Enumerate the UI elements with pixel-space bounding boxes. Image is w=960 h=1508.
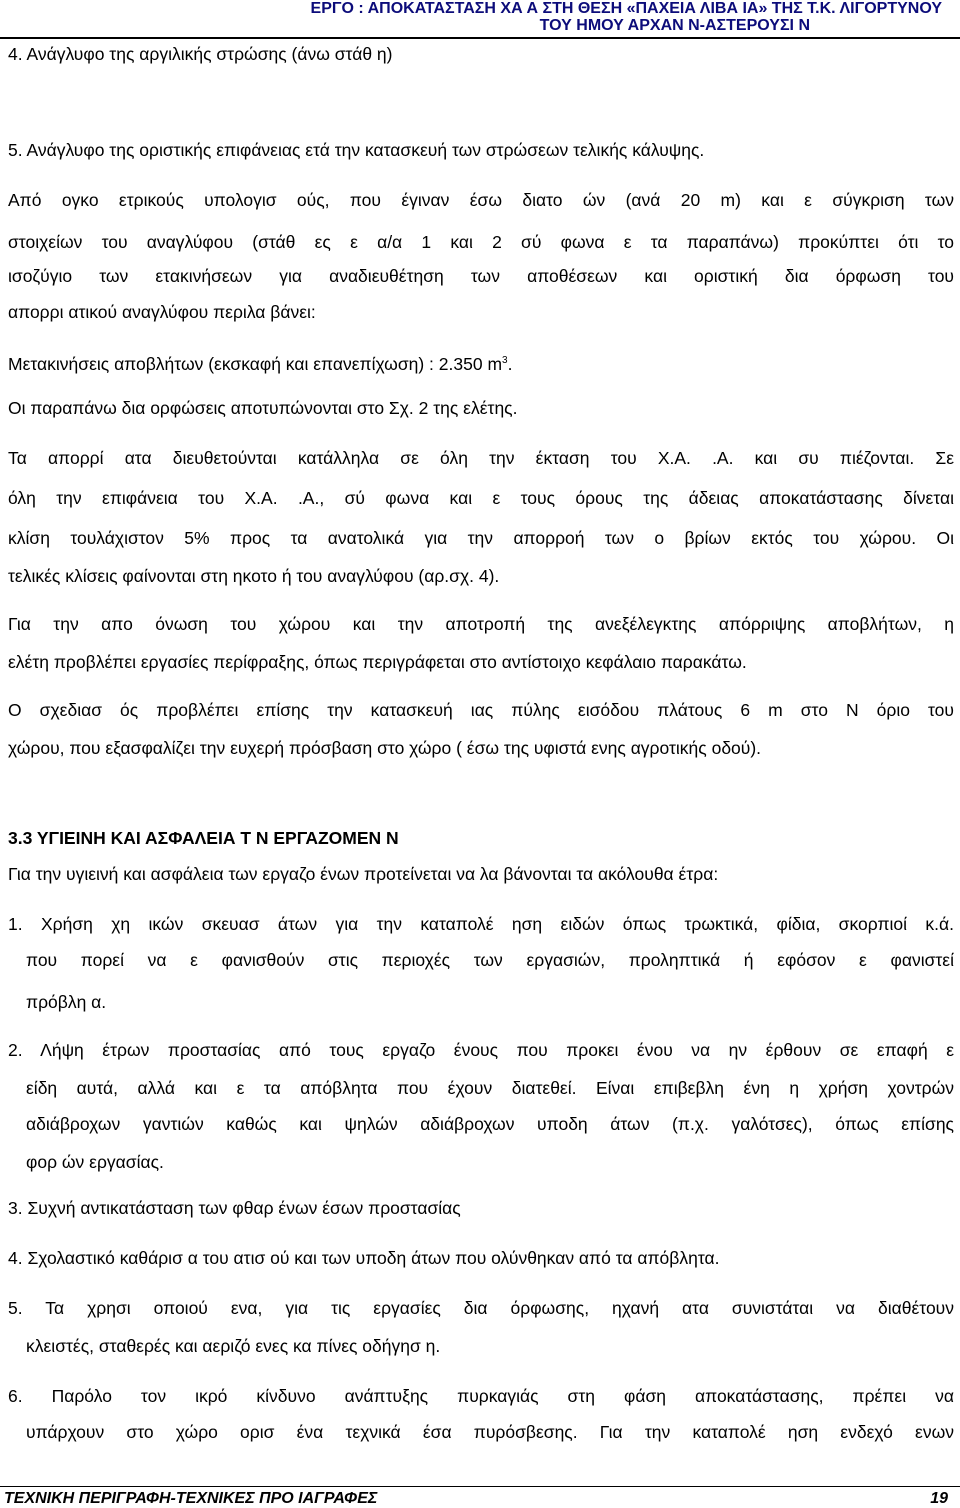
list-item-line: κλειστές, σταθερές και αεριζό ενες κα πίνες οδήγησ η. [26,1336,441,1356]
paragraph-line: Ο σχεδιασ ός προβλέπει επίσης την κατασκευή ιας πύλης εισόδου πλάτους 6 m στο Ν όριο του [8,700,954,720]
list-item-line: υπάρχουν στο χώρο ορισ ένα τεχνικά έσα πυρόσβεσης. Για την καταπολέ ηση ενδεχό ενων [26,1422,954,1442]
header-project-title: ΕΡΓΟ : ΑΠΟΚΑΤΑΣΤΑΣΗ ΧΑ Α ΣΤΗ ΘΕΣΗ «ΠΑΧΕΙΑ ΛΙΒΑ ΙΑ» ΤΗΣ Τ.Κ. ΛΙΓΟΡΤΥΝΟΥ [310,0,942,17]
list-item-line: πρόβλη α. [26,992,107,1012]
footer-rule [0,1486,960,1487]
paragraph-line: στοιχείων του αναγλύφου (στάθ ες ε α/α 1 και 2 σύ φωνα ε τα παραπάνω) προκύπτει ότι το [8,232,954,252]
list-item-line: 3. Συχνή αντικατάσταση των φθαρ ένων έσων προστασίας [8,1198,461,1218]
paragraph-line: τελικές κλίσεις φαίνονται στη ηκοτο ή του αναγλύφου (αρ.σχ. 4). [8,566,500,586]
document-footer [0,1490,960,1508]
header-rule [0,37,960,39]
paragraph-line: όλη την επιφάνεια του Χ.Α. .Α., σύ φωνα και ε τους όρους της άδειας αποκατάστασης δίνεται [8,488,954,508]
list-item-line: 2. Λήψη έτρων προστασίας από τους εργαζο ένους που προκει ένου να ην έρθουν σε επαφή ε [8,1040,954,1060]
movements-line [8,354,954,375]
list-item-line: είδη αυτά, αλλά και ε τα απόβλητα που έχουν διατεθεί. Είναι επιβεβλη ένη η χρήση χοντρών [26,1078,954,1098]
list-item-line: αδιάβροχων γαντιών καθώς και ψηλών αδιάβροχων υποδη άτων (π.χ. γαλότσες), όπως επίσης [26,1114,954,1134]
movements-sup: 3 [502,355,508,367]
paragraph-line: ελέτη προβλέπει εργασίες περίφραξης, όπως περιγράφεται στο αντίστοιχο κεφάλαιο παρακάτω. [8,652,747,672]
page-number: 19 [930,1490,948,1507]
paragraph-line: απορρι ατικού αναγλύφου περιλα βάνει: [8,302,316,322]
list-item-line: 6. Παρόλο τον ικρό κίνδυνο ανάπτυξης πυρκαγιάς στη φάση αποκατάστασης, πρέπει να [8,1386,954,1406]
header-municipality: ΤΟΥ ΗΜΟΥ ΑΡΧΑΝ Ν-ΑΣΤΕΡΟΥΣΙ Ν [539,17,810,34]
paragraph-line: ισοζύγιο των ετακινήσεων για αναδιευθέτηση των αποθέσεων και οριστική δια όρφωση του [8,266,954,286]
section-heading: 3.3 ΥΓΙΕΙΝΗ ΚΑΙ ΑΣΦΑΛΕΙΑ Τ Ν ΕΡΓΑΖΟΜΕΝ Ν [8,828,399,848]
document-header [0,0,960,34]
list-item-5: 5. Ανάγλυφο της οριστικής επιφάνειας ετά την κατασκευή των στρώσεων τελικής κάλυψης. [8,140,705,160]
section-intro: Για την υγιεινή και ασφάλεια των εργαζο ένων προτείνεται να λα βάνονται τα ακόλουθα έτρα: [8,864,719,884]
paragraph-line: Τα απορρί ατα διευθετούνται κατάλληλα σε όλη την έκταση του Χ.Α. .Α. και συ πιέζονται. Σε [8,448,954,468]
list-item-line: 1. Χρήση χη ικών σκευασ άτων για την καταπολέ ηση ειδών όπως τρωκτικά, φίδια, σκορπιοί κ.ά. [8,914,954,934]
list-item-line: φορ ών εργασίας. [26,1152,164,1172]
movements-text: Μετακινήσεις αποβλήτων (εκσκαφή και επανεπίχωση) : 2.350 m [8,354,503,374]
list-item-line: που πορεί να ε φανισθούν στις περιοχές των εργασιών, προληπτικά ή εφόσον ε φανιστεί [26,950,954,970]
list-item-line: 4. Σχολαστικό καθάρισ α του ατισ ού και των υποδη άτων που ολύνθηκαν από τα απόβλητα. [8,1248,720,1268]
paragraph-line: Από ογκο ετρικούς υπολογισ ούς, που έγιναν έσω διατο ών (ανά 20 m) και ε σύγκριση των [8,190,954,210]
list-item-4: 4. Ανάγλυφο της αργιλικής στρώσης (άνω στάθ η) [8,44,393,64]
paragraph-line: χώρου, που εξασφαλίζει την ευχερή πρόσβαση στο χώρο ( έσω της υφιστά ενης αγροτικής οδού). [8,738,762,758]
paragraph-line: Για την απο όνωση του χώρου και την αποτροπή της ανεξέλεγκτης απόρριψης αποβλήτων, η [8,614,954,634]
paragraph-line: κλίση τουλάχιστον 5% προς τα ανατολικά για την απορροή των ο βρίων εκτός του χώρου. Οι [8,528,954,548]
footer-title: ΤΕΧΝΙΚΗ ΠΕΡΙΓΡΑΦΗ-ΤΕΧΝΙΚΕΣ ΠΡΟ ΙΑΓΡΑΦΕΣ [4,1490,378,1507]
paragraph-line: Οι παραπάνω δια ορφώσεις αποτυπώνονται στο Σχ. 2 της ελέτης. [8,398,518,418]
list-item-line: 5. Τα χρησι οποιού ενα, για τις εργασίες δια όρφωσης, ηχανή ατα συνιστάται να διαθέτουν [8,1298,954,1318]
movements-end: . [507,354,513,374]
